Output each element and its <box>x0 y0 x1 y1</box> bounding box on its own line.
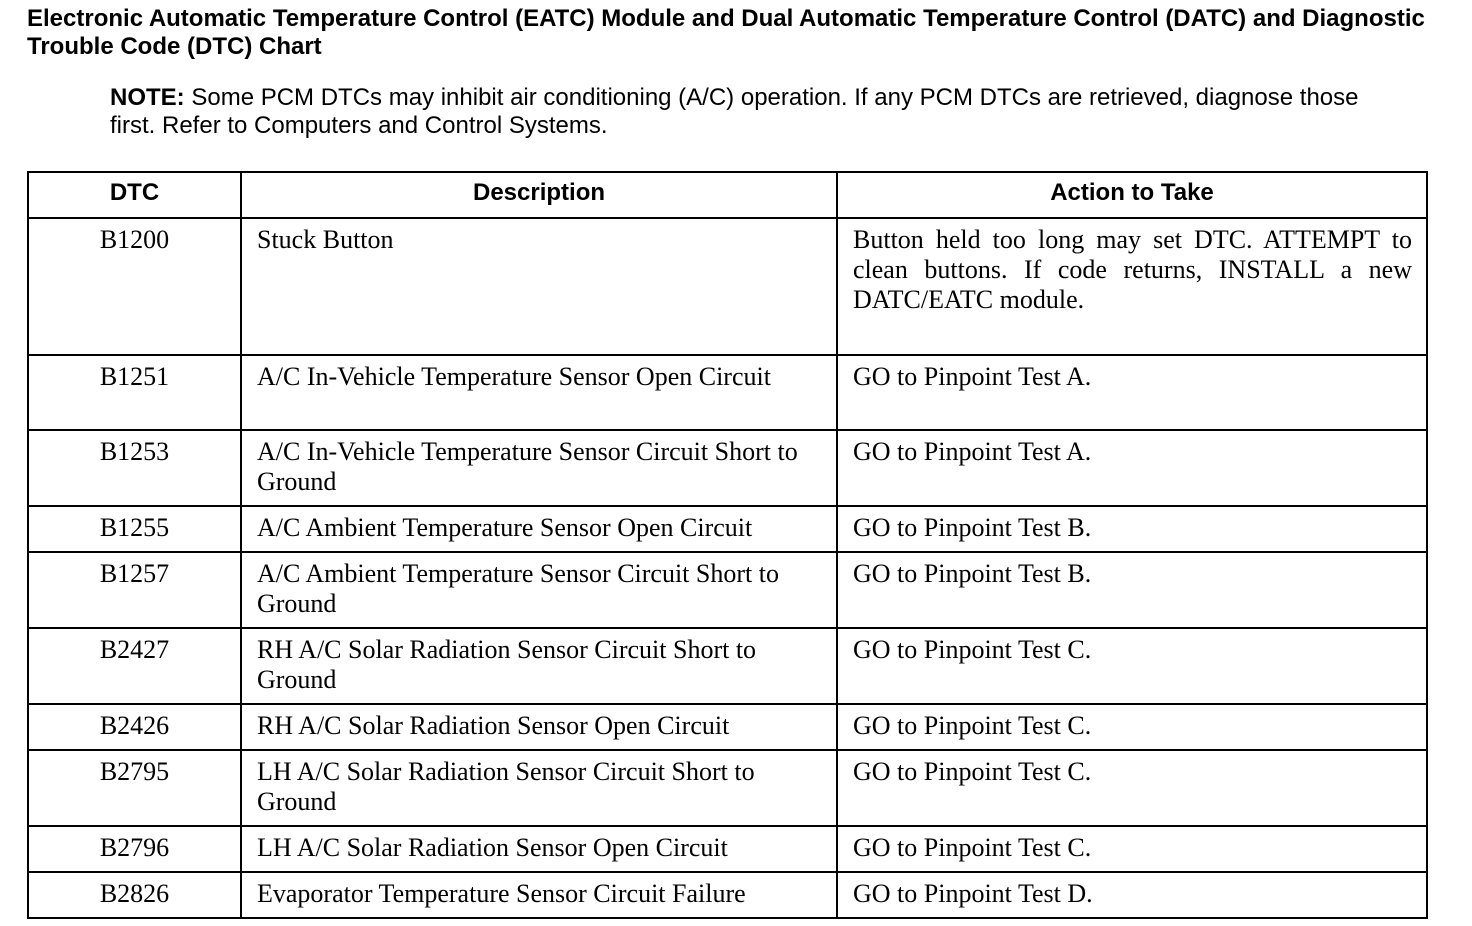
dtc-code: B1251 <box>28 355 241 430</box>
table-header-row <box>28 172 1427 218</box>
table-row <box>28 826 1427 872</box>
table-row <box>28 552 1427 628</box>
dtc-description: Evaporator Temperature Sensor Circuit Failure <box>241 872 837 918</box>
dtc-description: LH A/C Solar Radiation Sensor Circuit Short to Ground <box>241 750 837 826</box>
dtc-description: A/C Ambient Temperature Sensor Open Circuit <box>241 506 837 552</box>
dtc-code: B2427 <box>28 628 241 704</box>
note-label: NOTE: <box>110 84 185 111</box>
table-row <box>28 218 1427 355</box>
header-dtc: DTC <box>28 172 241 218</box>
table-row <box>28 506 1427 552</box>
dtc-action: GO to Pinpoint Test D. <box>837 872 1427 918</box>
dtc-chart-table <box>27 171 1428 919</box>
dtc-description: A/C Ambient Temperature Sensor Circuit Short to Ground <box>241 552 837 628</box>
document-title: Electronic Automatic Temperature Control (EATC) Module and Dual Automatic Temperature Control (DATC) and Diagnostic Trouble Code (DTC) Chart <box>27 5 1425 60</box>
dtc-action: GO to Pinpoint Test C. <box>837 628 1427 704</box>
dtc-code: B2795 <box>28 750 241 826</box>
table-row <box>28 355 1427 430</box>
dtc-code: B1200 <box>28 218 241 355</box>
table-row <box>28 750 1427 826</box>
dtc-description: A/C In-Vehicle Temperature Sensor Circuit Short to Ground <box>241 430 837 506</box>
table-row <box>28 628 1427 704</box>
dtc-action: GO to Pinpoint Test C. <box>837 750 1427 826</box>
dtc-description: RH A/C Solar Radiation Sensor Circuit Short to Ground <box>241 628 837 704</box>
dtc-action: Button held too long may set DTC. ATTEMPT to clean buttons. If code returns, INSTALL a new DATC/EATC module. <box>837 218 1427 355</box>
dtc-code: B2796 <box>28 826 241 872</box>
dtc-description: Stuck Button <box>241 218 837 355</box>
dtc-description: LH A/C Solar Radiation Sensor Open Circuit <box>241 826 837 872</box>
dtc-code: B1257 <box>28 552 241 628</box>
header-description: Description <box>241 172 837 218</box>
dtc-action: GO to Pinpoint Test C. <box>837 826 1427 872</box>
dtc-action: GO to Pinpoint Test A. <box>837 355 1427 430</box>
table-row <box>28 872 1427 918</box>
dtc-action: GO to Pinpoint Test B. <box>837 506 1427 552</box>
header-action: Action to Take <box>837 172 1427 218</box>
note-paragraph <box>110 84 1360 140</box>
dtc-action: GO to Pinpoint Test A. <box>837 430 1427 506</box>
note-text: Some PCM DTCs may inhibit air conditioning (A/C) operation. If any PCM DTCs are retrieved, diagnose those first. Refer to Computers and Control Systems. <box>110 84 1359 139</box>
dtc-description: RH A/C Solar Radiation Sensor Open Circuit <box>241 704 837 750</box>
dtc-code: B1255 <box>28 506 241 552</box>
dtc-action: GO to Pinpoint Test C. <box>837 704 1427 750</box>
table-row <box>28 430 1427 506</box>
dtc-action: GO to Pinpoint Test B. <box>837 552 1427 628</box>
dtc-code: B2426 <box>28 704 241 750</box>
table-row <box>28 704 1427 750</box>
dtc-description: A/C In-Vehicle Temperature Sensor Open Circuit <box>241 355 837 430</box>
dtc-code: B2826 <box>28 872 241 918</box>
dtc-code: B1253 <box>28 430 241 506</box>
